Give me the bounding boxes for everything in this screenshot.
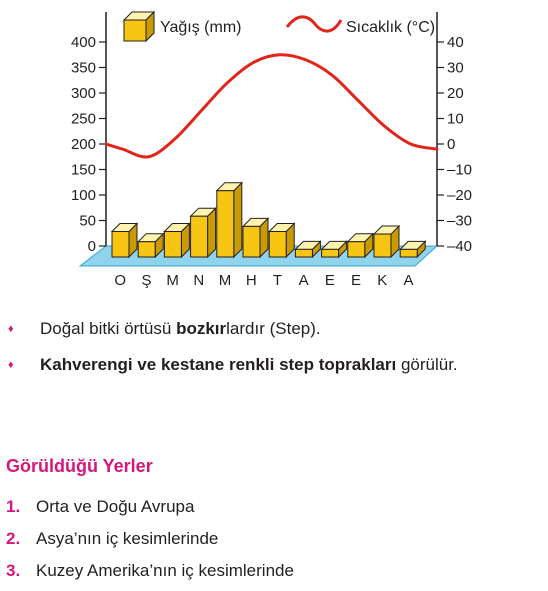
legend-precipitation-label: Yağış (mm): [160, 19, 242, 36]
precipitation-bar: [217, 183, 242, 257]
temperature-line: [106, 55, 437, 157]
bullet-item: [0, 352, 548, 378]
precipitation-bar-front: [191, 216, 208, 257]
month-label: A: [403, 272, 414, 289]
right-tick-label: 10: [447, 110, 464, 128]
month-label: T: [272, 272, 283, 289]
right-tick-label: 30: [447, 59, 464, 77]
legend-temperature-label: Sıcaklık (°C): [346, 19, 436, 36]
left-tick-label: 0: [87, 238, 96, 255]
month-labels: [114, 272, 414, 289]
place-number: 1.: [6, 497, 21, 516]
precipitation-bar-front: [295, 249, 312, 257]
bullet-text: Doğal bitki örtüsü bozkırlardır (Step).: [40, 319, 321, 338]
place-text: Asya’nın iç kesimlerinde: [36, 529, 219, 548]
precipitation-bar: [191, 208, 216, 257]
place-text: Kuzey Amerika’nın iç kesimlerinde: [36, 561, 294, 580]
left-tick-label: 150: [70, 161, 96, 179]
month-label: M: [166, 272, 180, 289]
bullet-text: Kahverengi ve kestane renkli step toprakları görülür.: [40, 355, 458, 374]
right-tick-label: –10: [447, 161, 473, 179]
chart-legend: [124, 12, 435, 41]
precipitation-bar-front: [164, 232, 181, 258]
right-tick-label: –20: [447, 187, 473, 204]
right-axis-ticks: [437, 34, 472, 255]
precipitation-bar-side: [234, 183, 242, 257]
bullet-diamond-icon: ♦: [8, 323, 14, 335]
month-label: K: [377, 272, 388, 289]
left-tick-label: 200: [70, 136, 96, 153]
right-tick-label: 20: [447, 85, 464, 102]
precipitation-bar: [243, 218, 268, 257]
precipitation-bar-front: [112, 232, 129, 258]
precipitation-bar: [269, 224, 294, 258]
right-tick-label: 40: [447, 34, 464, 51]
month-label: A: [298, 272, 310, 289]
place-item: [0, 526, 548, 552]
left-tick-label: 400: [70, 34, 96, 51]
left-tick-label: 300: [70, 85, 96, 102]
precipitation-bar-front: [400, 249, 417, 257]
right-tick-label: –30: [447, 212, 473, 230]
right-tick-label: 0: [447, 136, 456, 153]
precipitation-bar-front: [217, 191, 234, 257]
month-label: Ş: [141, 272, 152, 289]
precipitation-bar: [112, 224, 137, 258]
precipitation-bar-front: [243, 226, 260, 257]
precipitation-bar-front: [348, 242, 365, 257]
month-label: N: [193, 272, 205, 289]
place-number: 2.: [6, 529, 21, 548]
month-label: H: [245, 272, 258, 289]
bullet-diamond-icon: ♦: [8, 359, 14, 371]
right-tick-label: –40: [447, 238, 473, 255]
left-tick-label: 350: [70, 59, 96, 77]
place-text: Orta ve Doğu Avrupa: [36, 497, 195, 516]
month-label: E: [324, 272, 336, 289]
precipitation-bar-front: [322, 249, 339, 257]
left-tick-label: 50: [79, 212, 96, 230]
left-axis-ticks: [71, 34, 106, 255]
month-label: O: [114, 272, 127, 289]
precipitation-bar: [164, 224, 189, 258]
left-tick-label: 100: [70, 187, 96, 204]
month-label: E: [351, 272, 362, 289]
precipitation-bar-front: [269, 232, 286, 258]
precipitation-bar-front: [374, 234, 391, 257]
place-item: [0, 494, 548, 520]
left-tick-label: 250: [70, 110, 96, 128]
precipitation-bar: [374, 226, 399, 257]
section-title: Görüldüğü Yerler: [6, 456, 153, 476]
place-number: 3.: [6, 561, 21, 580]
month-label: M: [218, 272, 232, 289]
temperature-line-group: [106, 55, 437, 157]
bullet-item: [0, 316, 548, 342]
precipitation-bar-front: [138, 242, 155, 257]
legend-bar-swatch: [124, 12, 154, 41]
place-item: [0, 558, 548, 584]
legend-line-swatch: [287, 17, 341, 31]
